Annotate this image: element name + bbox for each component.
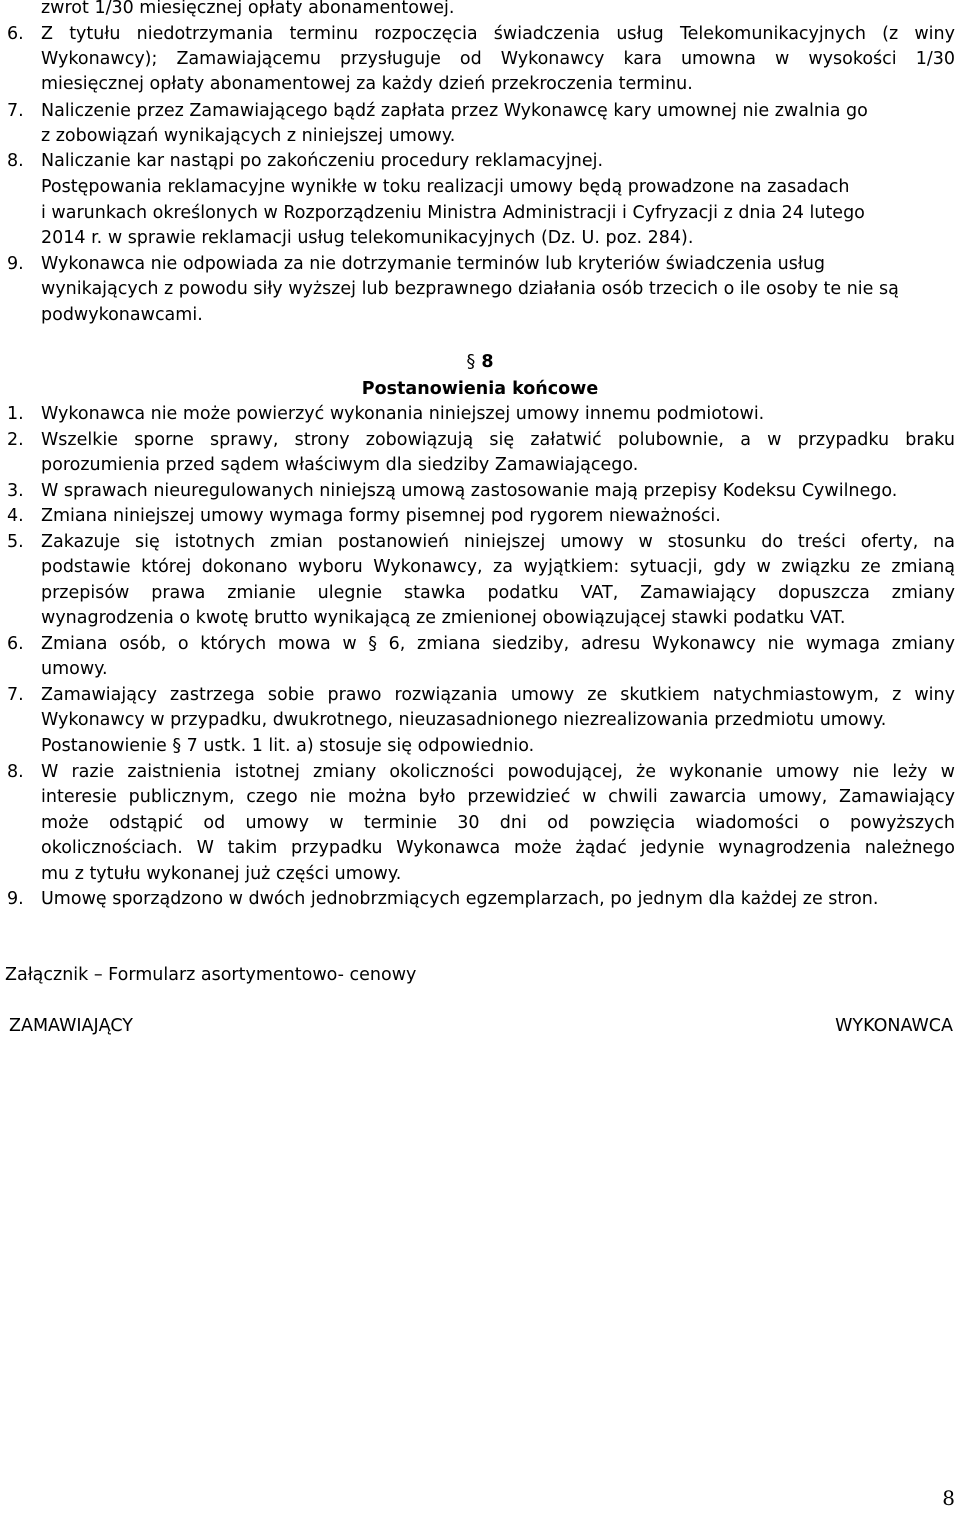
item-number: 3. bbox=[7, 481, 24, 501]
item-number: 8. bbox=[7, 151, 24, 171]
paragraph-line: Naliczanie kar nastąpi po zakończeniu procedury reklamacyjnej. bbox=[41, 151, 604, 171]
paragraph-line: Zakazuje się istotnych zmian postanowień niniejszej umowy w stosunku do treści oferty, na bbox=[41, 532, 955, 552]
section-number bbox=[0, 350, 960, 375]
paragraph-line: Zamawiający zastrzega sobie prawo rozwiązania umowy ze skutkiem natychmiastowym, z winy bbox=[41, 685, 955, 705]
paragraph-line: Wykonawca nie może powierzyć wykonania niniejszej umowy innemu podmiotowi. bbox=[41, 404, 765, 424]
section-title: Postanowienia końcowe bbox=[361, 379, 599, 399]
paragraph-line: Wykonawcy w przypadku, dwukrotnego, nieuzasadnionego niezrealizowania przedmiotu umowy. bbox=[41, 710, 887, 730]
paragraph-line: podwykonawcami. bbox=[41, 305, 203, 325]
paragraph-line: Wykonawca nie odpowiada za nie dotrzymanie terminów lub kryteriów świadczenia usług bbox=[41, 254, 826, 274]
paragraph-line: wynikających z powodu siły wyższej lub bezprawnego działania osób trzecich o ile osoby te nie są bbox=[41, 279, 899, 299]
item-number: 6. bbox=[7, 634, 24, 654]
paragraph-line: Zmiana niniejszej umowy wymaga formy pisemnej pod rygorem nieważności. bbox=[41, 506, 721, 526]
paragraph-line: Z tytułu niedotrzymania terminu rozpoczęcia świadczenia usług Telekomunikacyjnych (z winy bbox=[41, 24, 955, 44]
item-number: 8. bbox=[7, 762, 24, 782]
item-number: 7. bbox=[7, 101, 24, 121]
paragraph-line: Umowę sporządzono w dwóch jednobrzmiących egzemplarzach, po jednym dla każdej ze stron. bbox=[41, 889, 879, 909]
paragraph-line: W sprawach nieuregulowanych niniejszą umową zastosowanie mają przepisy Kodeksu Cywilnego. bbox=[41, 481, 898, 501]
item-number: 9. bbox=[7, 254, 24, 274]
paragraph-line: Wykonawcy); Zamawiającemu przysługuje od Wykonawcy kara umowna w wysokości 1/30 bbox=[41, 49, 955, 69]
paragraph-line: z zobowiązań wynikających z niniejszej umowy. bbox=[41, 126, 456, 146]
signature-right: WYKONAWCA bbox=[835, 1016, 953, 1036]
paragraph-line: może odstąpić od umowy w terminie 30 dni od powzięcia wiadomości o powyższych bbox=[41, 813, 955, 833]
paragraph-line: wynagrodzenia o kwotę brutto wynikającą ze zmienionej obowiązującej stawki podatku VAT. bbox=[41, 608, 846, 628]
paragraph-line: interesie publicznym, czego nie można było przewidzieć w chwili zawarcia umowy, Zamawiający bbox=[41, 787, 955, 807]
item-number: 9. bbox=[7, 889, 24, 909]
paragraph-line: Wszelkie sporne sprawy, strony zobowiązują się załatwić polubownie, a w przypadku braku bbox=[41, 430, 955, 450]
item-number: 5. bbox=[7, 532, 24, 552]
item-number: 4. bbox=[7, 506, 24, 526]
paragraph-sign-icon: § bbox=[466, 352, 476, 372]
paragraph-line: Zmiana osób, o których mowa w § 6, zmiana siedziby, adresu Wykonawcy nie wymaga zmiany bbox=[41, 634, 955, 654]
item-number: 1. bbox=[7, 404, 24, 424]
top-line: zwrot 1/30 miesięcznej opłaty abonamentowej. bbox=[41, 0, 455, 18]
paragraph-line: Naliczenie przez Zamawiającego bądź zapłata przez Wykonawcę kary umownej nie zwalnia go bbox=[41, 101, 868, 121]
attachment-note: Załącznik – Formularz asortymentowo- cenowy bbox=[5, 965, 417, 985]
paragraph-line: W razie zaistnienia istotnej zmiany okoliczności powodującej, że wykonanie umowy nie leży w bbox=[41, 762, 955, 782]
section-number-value: 8 bbox=[481, 352, 494, 372]
page-number: 8 bbox=[942, 1486, 955, 1510]
item-number: 7. bbox=[7, 685, 24, 705]
item-number: 6. bbox=[7, 24, 24, 44]
paragraph-line: mu z tytułu wykonanej już części umowy. bbox=[41, 864, 402, 884]
item-number: 2. bbox=[7, 430, 24, 450]
paragraph-line: okolicznościach. W takim przypadku Wykonawca może żądać jedynie wynagrodzenia należnego bbox=[41, 838, 955, 858]
paragraph-line: porozumienia przed sądem właściwym dla siedziby Zamawiającego. bbox=[41, 455, 639, 475]
paragraph-line: 2014 r. w sprawie reklamacji usług telekomunikacyjnych (Dz. U. poz. 284). bbox=[41, 228, 694, 248]
signature-left: ZAMAWIAJĄCY bbox=[9, 1016, 133, 1036]
paragraph-line: Postanowienie § 7 ustk. 1 lit. a) stosuje się odpowiednio. bbox=[41, 736, 535, 756]
paragraph-line: przepisów prawa zmianie ulegnie stawka podatku VAT, Zamawiający dopuszcza zmiany bbox=[41, 583, 955, 603]
paragraph-line: miesięcznej opłaty abonamentowej za każdy dzień przekroczenia terminu. bbox=[41, 74, 693, 94]
paragraph-line: Postępowania reklamacyjne wynikłe w toku realizacji umowy będą prowadzone na zasadach bbox=[41, 177, 850, 197]
paragraph-line: umowy. bbox=[41, 659, 108, 679]
paragraph-line: i warunkach określonych w Rozporządzeniu Ministra Administracji i Cyfryzacji z dnia 24 lutego bbox=[41, 203, 865, 223]
paragraph-line: podstawie której dokonano wyboru Wykonawcy, za wyjątkiem: sytuacji, gdy w związku ze zmianą bbox=[41, 557, 955, 577]
